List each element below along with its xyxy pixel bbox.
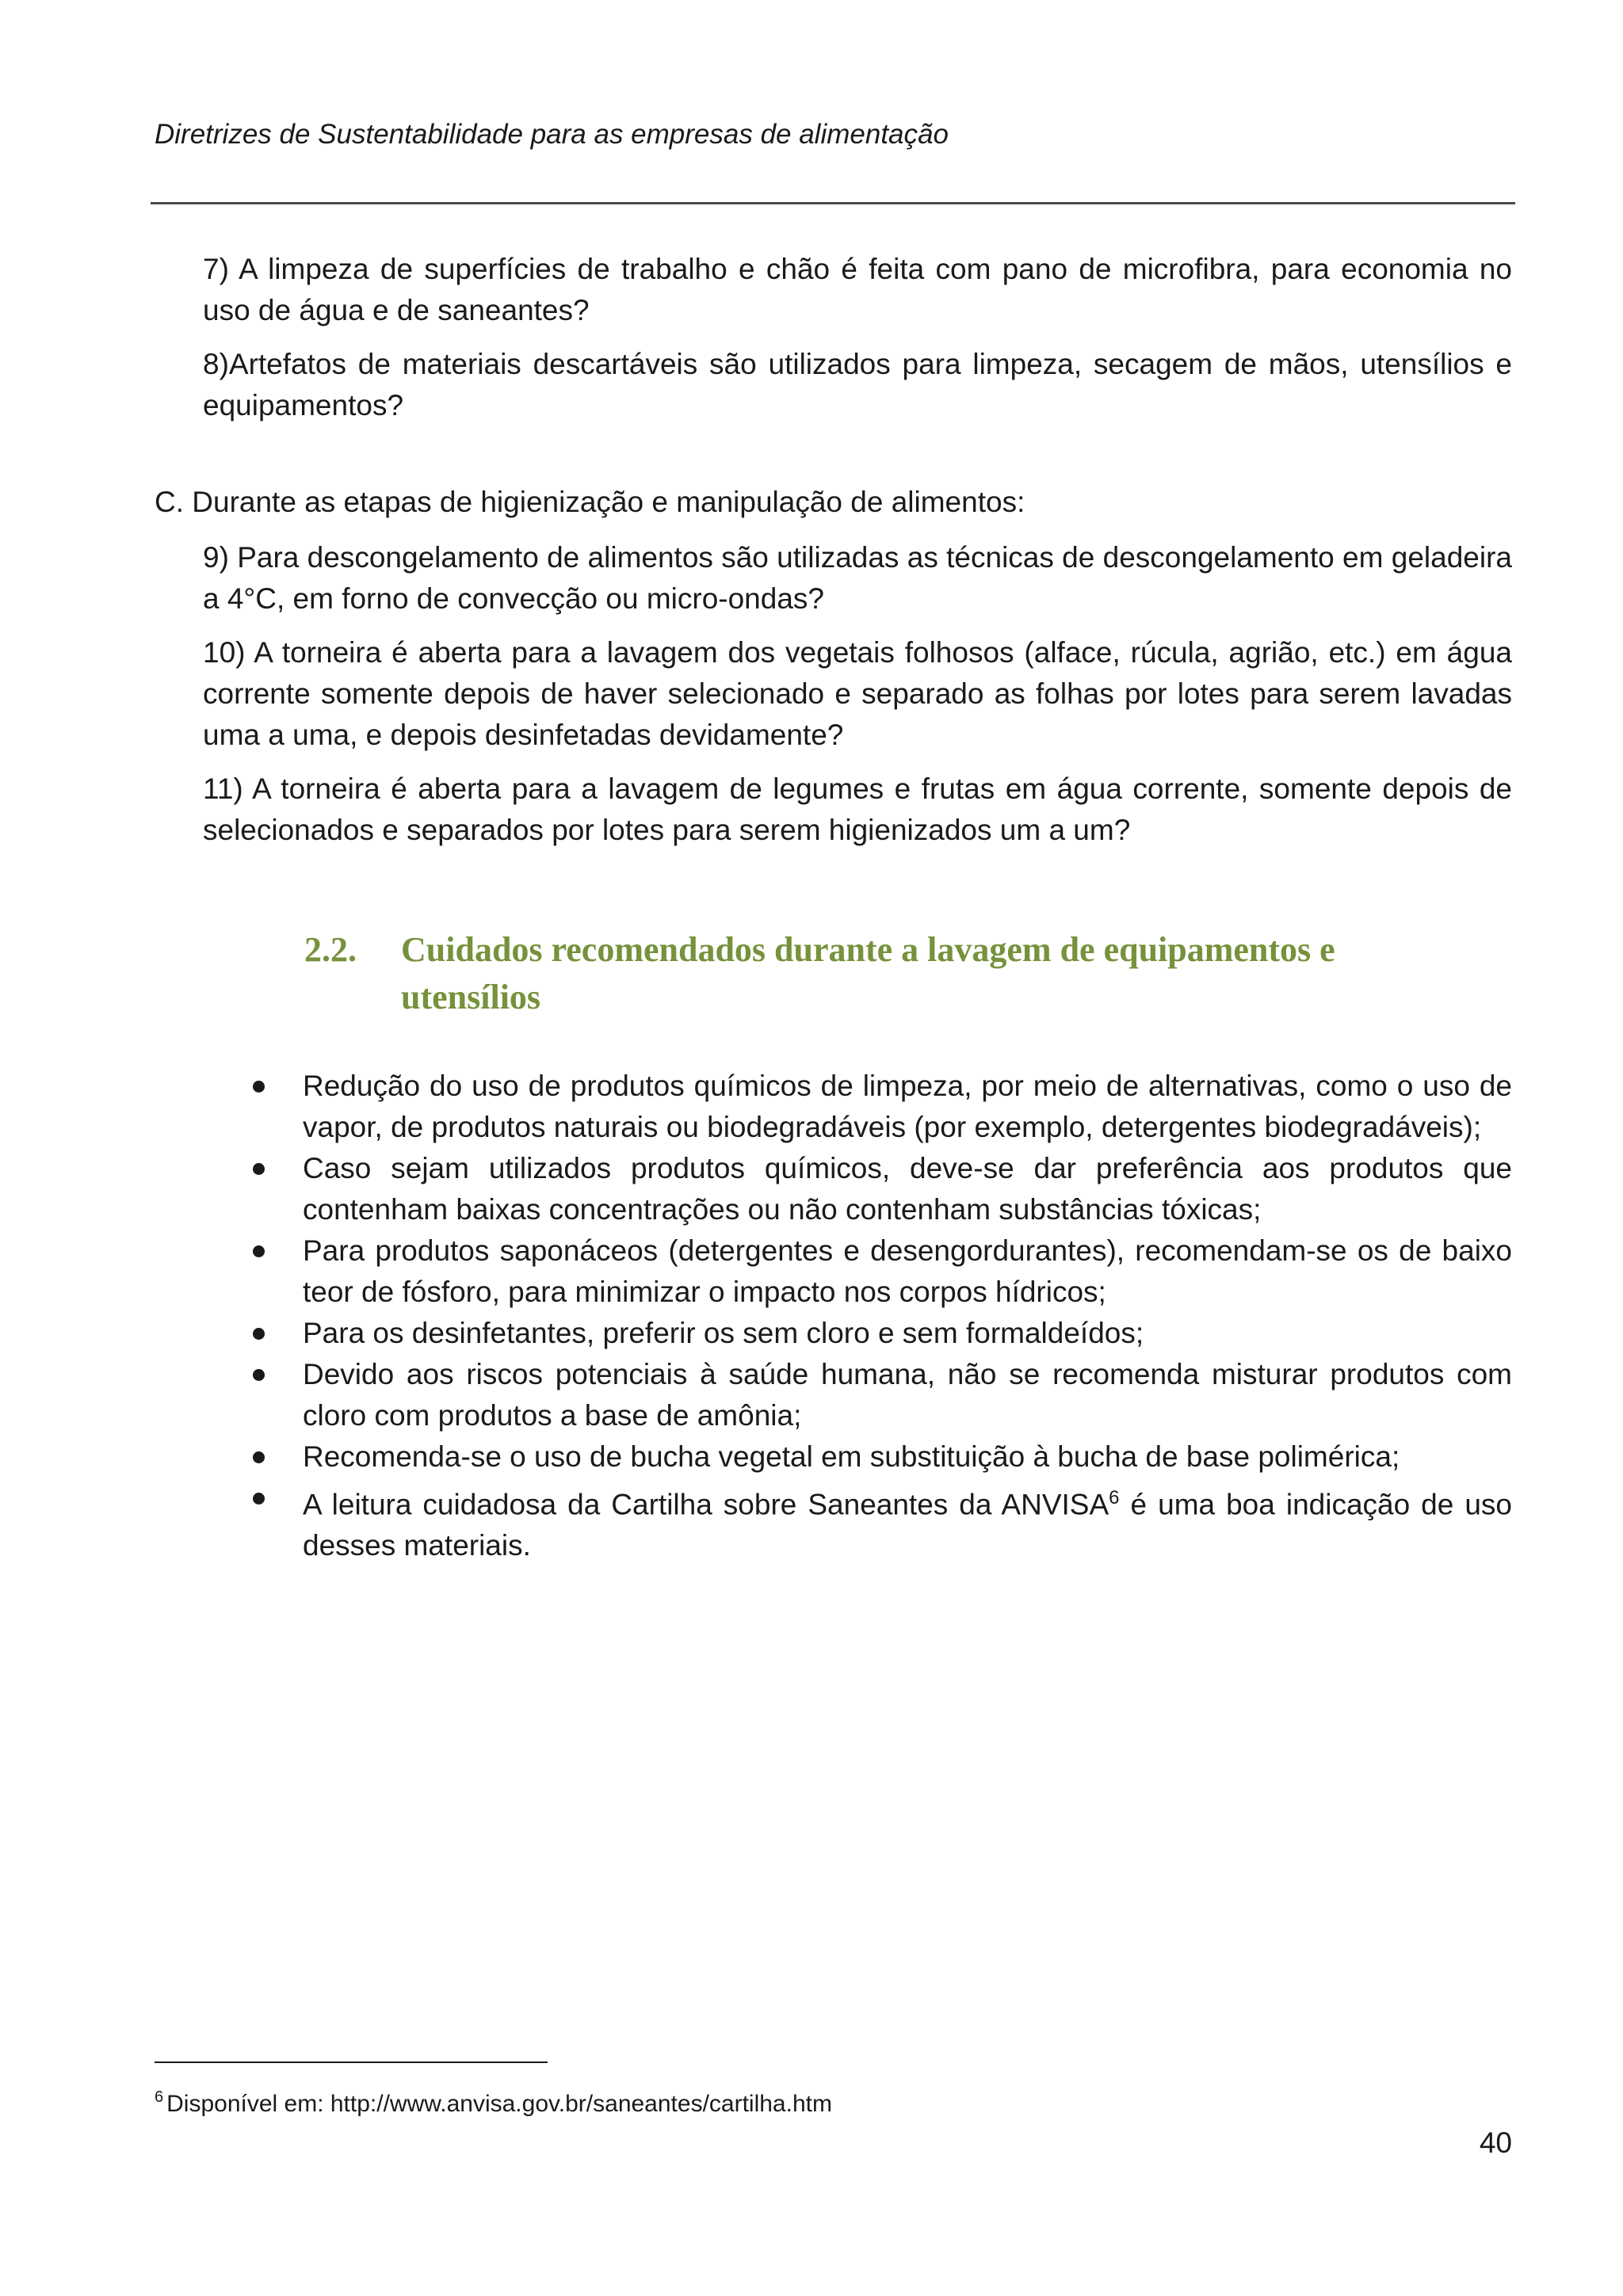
question-7: 7) A limpeza de superfícies de trabalho e chão é feita com pano de microfibra, para economia no uso de água e de saneantes? [203,253,1512,326]
list-item [246,1066,1512,1148]
bullet-icon [253,1369,265,1381]
section-number: 2.2. [304,930,357,969]
list-item-text: Caso sejam utilizados produtos químicos, deve-se dar preferência aos produtos que contenham baixas concentrações ou não contenham substâncias tóxicas; [303,1152,1512,1226]
bullet-icon [253,1163,265,1175]
bullet-icon [253,1493,265,1505]
running-header: Diretrizes de Sustentabilidade para as empresas de alimentação [155,119,949,150]
list-item-text: Para os desinfetantes, preferir os sem cloro e sem formaldeídos; [303,1317,1144,1349]
section-heading-2-2 [304,926,1453,1021]
footnote-reference[interactable]: 6 [1109,1487,1120,1508]
bullet-icon [253,1451,265,1463]
bullet-icon [253,1081,265,1093]
bullet-icon [253,1245,265,1257]
header-divider [151,202,1515,204]
page-number: 40 [1479,2126,1512,2159]
question-10: 10) A torneira é aberta para a lavagem dos vegetais folhosos (alface, rúcula, agrião, etc.) em água corrente somente depois de haver selecionado e separado as folhas por lotes para serem lavadas uma a uma, e depois desinfetadas devidamente? [203,636,1512,751]
section-c-heading: C. Durante as etapas de higienização e manipulação de alimentos: [155,486,1025,518]
list-item-text: Recomenda-se o uso de bucha vegetal em substituição à bucha de base polimérica; [303,1440,1400,1473]
list-item [246,1436,1512,1478]
footnote [155,2081,832,2120]
list-item [246,1230,1512,1313]
list-item [246,1354,1512,1436]
footnote-text: Disponível em: http://www.anvisa.gov.br/saneantes/cartilha.htm [166,2091,832,2117]
section-title: Cuidados recomendados durante a lavagem de equipamentos e utensílios [401,930,1335,1016]
list-item [246,1148,1512,1230]
list-item [246,1313,1512,1354]
question-8: 8)Artefatos de materiais descartáveis são utilizados para limpeza, secagem de mãos, utensílios e equipamentos? [203,348,1512,421]
list-item-text-before-ref: A leitura cuidadosa da Cartilha sobre Saneantes da ANVISA [303,1488,1109,1521]
footnote-divider [155,2061,548,2063]
list-item-text: Para produtos saponáceos (detergentes e desengordurantes), recomendam-se os de baixo teor de fósforo, para minimizar o impacto nos corpos hídricos; [303,1234,1512,1308]
list-item-text: Redução do uso de produtos químicos de limpeza, por meio de alternativas, como o uso de vapor, de produtos naturais ou biodegradáveis (por exemplo, detergentes biodegradáveis); [303,1070,1512,1143]
list-item-text-after-ref: é uma boa indicação de uso desses materiais. [303,1488,1513,1562]
question-11: 11) A torneira é aberta para a lavagem de legumes e frutas em água corrente, somente depois de selecionados e separados por lotes para serem higienizados um a um? [203,772,1512,846]
question-9: 9) Para descongelamento de alimentos são utilizadas as técnicas de descongelamento em geladeira a 4°C, em forno de convecção ou micro-ondas? [203,541,1512,615]
list-item [246,1478,1512,1566]
recommendations-list [246,1066,1512,1566]
footnote-marker: 6 [155,2088,164,2106]
bullet-icon [253,1328,265,1340]
list-item-text: Devido aos riscos potenciais à saúde humana, não se recomenda misturar produtos com cloro com produtos a base de amônia; [303,1358,1512,1432]
